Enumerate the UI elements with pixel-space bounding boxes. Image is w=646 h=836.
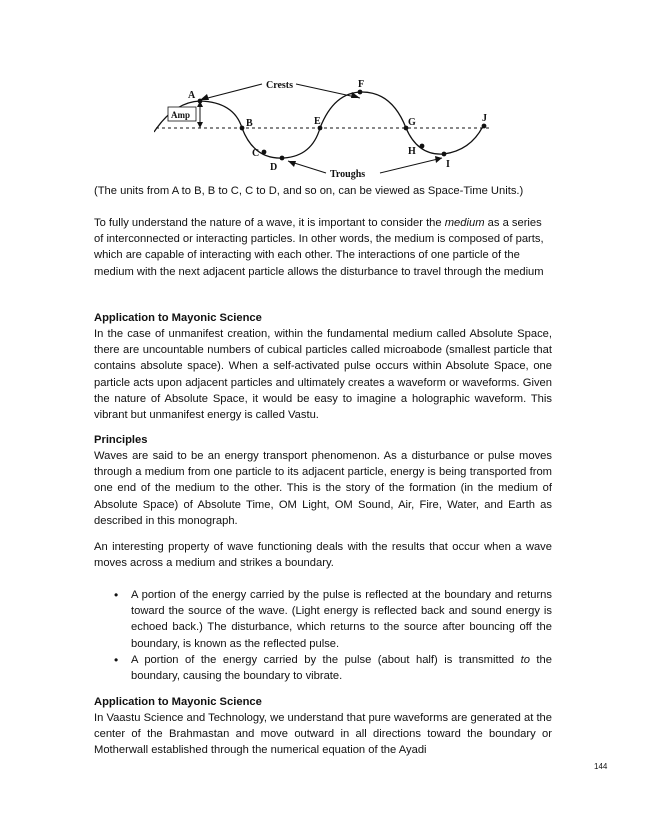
label-f: F: [358, 79, 365, 90]
paragraph-wave-boundary: An interesting property of wave functioning deals with the results that occur when a wave moves across a medium and strikes a boundary.: [94, 541, 552, 570]
paragraph-medium-emphasis: medium: [444, 217, 485, 229]
label-b: B: [246, 118, 253, 129]
label-e: E: [314, 116, 321, 127]
bullet-text-transmitted-2: the boundary, causing the boundary to vibrate.: [131, 653, 552, 683]
label-amp: Amp: [171, 110, 191, 120]
list-item: [112, 652, 552, 684]
bullet-text-reflected: A portion of the energy carried by the pulse is reflected at the boundary and returns toward the source of the wave. (Light energy is reflected back and sound energy is echoed back.) The disturbance, which returns to the source after bouncing off the boundary, is known as the reflected pulse.: [131, 589, 552, 650]
bullet-icon: •: [114, 588, 119, 602]
label-a: A: [188, 90, 196, 101]
point-a: [198, 99, 203, 104]
list-item: [112, 587, 552, 652]
label-i: I: [446, 159, 450, 170]
label-crests: Crests: [266, 80, 294, 91]
troughs-arrowhead-left: [288, 161, 296, 167]
crests-arrow-left: [200, 84, 262, 100]
section-heading-application-1: Application to Mayonic Science: [94, 312, 262, 324]
wave-diagram-svg: [154, 74, 494, 186]
paragraph-medium-text-2: as a series of interconnected or interacting particles. In other words, the medium is composed of parts, which are capable of interacting with each other. The interactions of one particle of the medium with the next adjacent particle allows the disturbance to travel through the medium: [94, 217, 544, 278]
point-i: [442, 152, 447, 157]
section-heading-application-2: Application to Mayonic Science: [94, 696, 262, 708]
paragraph-principles: Waves are said to be an energy transport phenomenon. As a disturbance or pulse moves through a medium from one particle to its adjacent particle, energy is being transported from one end of the medium to the other. This is the story of the formation (in the medium of Absolute Space) of Absolute Time, OM Light, OM Sound, Air, Fire, Water, and Earth as described in this monograph.: [94, 450, 552, 527]
troughs-arrowhead-right: [435, 156, 442, 163]
label-troughs: Troughs: [330, 169, 366, 180]
amp-arrowhead-bottom: [197, 122, 203, 128]
bullet-icon: •: [114, 652, 119, 667]
label-h: H: [408, 146, 416, 157]
label-c: C: [252, 148, 260, 159]
paragraph-unmanifest-creation: In the case of unmanifest creation, within the fundamental medium called Absolute Space, there are uncountable numbers of cubical particles called microabode (smallest particle that contains absolute space). When a self-activated pulse occurs within Absolute Space, one particle acts upon adjacent particles and ultimately creates a waveform or waveforms. Given the nature of Absolute Space, it would be easy to imagine a holographic waveform. This vibrant but unmanifest energy is called Vastu.: [94, 328, 552, 422]
figure-caption: (The units from A to B, B to C, C to D, and so on, can be viewed as Space-Time Units.): [94, 185, 524, 197]
point-b: [240, 126, 245, 131]
point-f: [358, 90, 363, 95]
point-c: [262, 150, 267, 155]
label-g: G: [408, 117, 416, 128]
paragraph-medium-text-1: To fully understand the nature of a wave, it is important to consider the: [94, 217, 445, 229]
bullet-text-emphasis: to: [520, 653, 530, 666]
point-d: [280, 156, 285, 161]
paragraph-vaastu: In Vaastu Science and Technology, we understand that pure waveforms are generated at the center of the Brahmastan and move outward in all directions toward the boundary or Motherwall established through the numerical equation of the Ayadi: [94, 712, 552, 757]
wave-diagram: [154, 74, 494, 186]
bullet-list: [112, 587, 552, 684]
troughs-arrow-right: [380, 158, 442, 173]
label-j: J: [482, 113, 487, 124]
label-d: D: [270, 162, 278, 173]
point-j: [482, 124, 487, 129]
crests-arrow-right: [296, 84, 360, 98]
page-number: 144: [594, 762, 608, 771]
bullet-text-transmitted-1: A portion of the energy carried by the pulse (about half) is transmitted: [131, 653, 521, 666]
point-h: [420, 144, 425, 149]
section-heading-principles: Principles: [94, 434, 148, 446]
paragraph-medium: [94, 215, 552, 280]
